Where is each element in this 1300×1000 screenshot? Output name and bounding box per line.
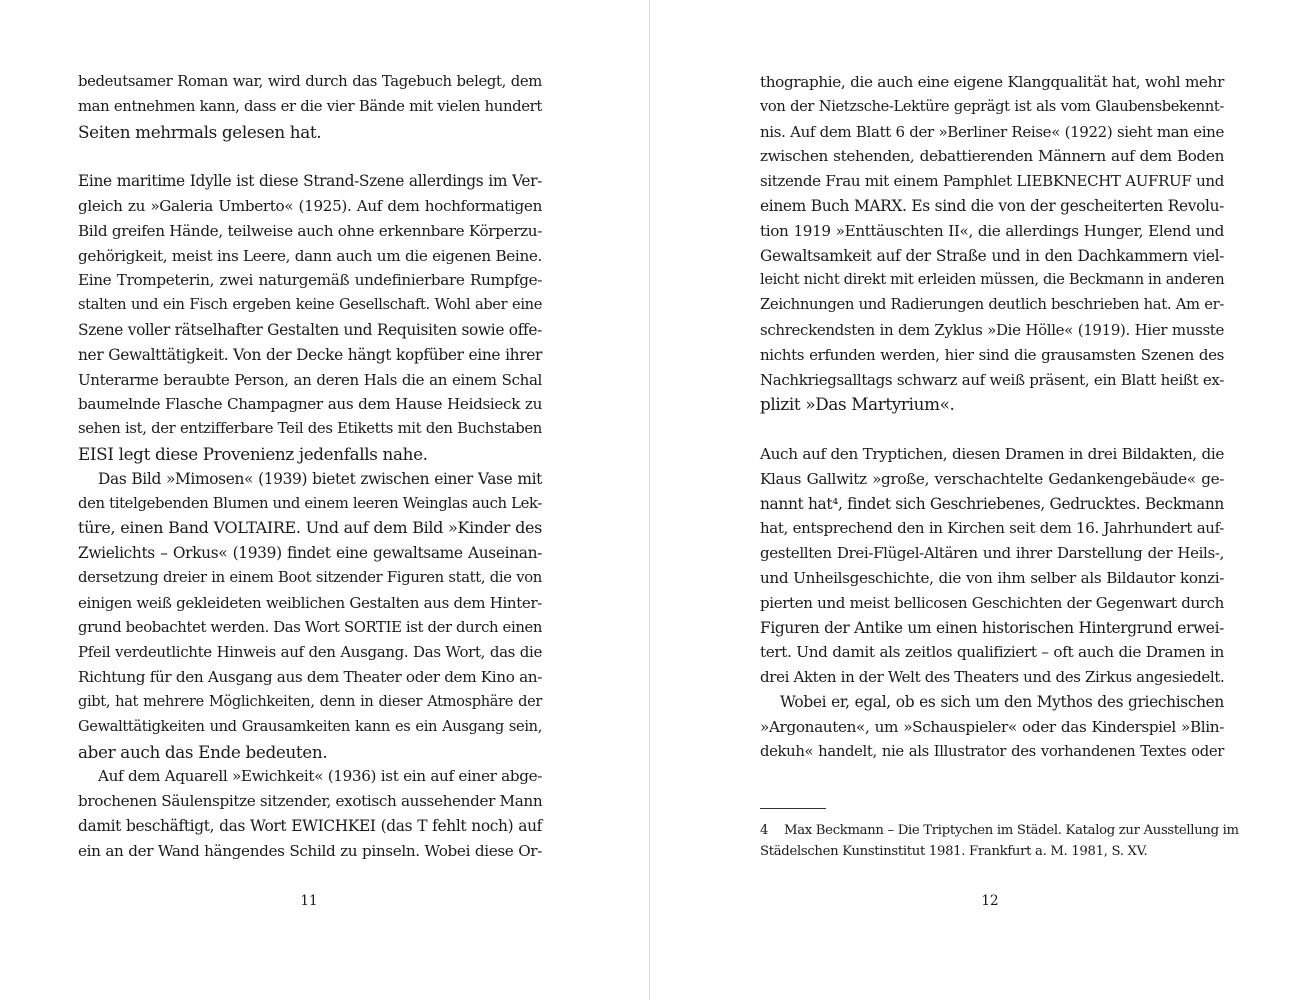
text-line: hat, entsprechend den in Kirchen seit dem 16. Jahrhundert auf- (760, 519, 1224, 538)
footnote (760, 820, 1239, 862)
text-line: Zeichnungen und Radierungen deutlich beschrieben hat. Am er- (760, 296, 1224, 314)
text-line: plizit »Das Martyrium«. (760, 394, 955, 415)
text-line: Richtung für den Ausgang aus dem Theater oder dem Kino an- (78, 668, 542, 687)
text-line: gleich zu »Galeria Umberto« (1925). Auf dem hochformatigen (78, 196, 542, 215)
footnote-rule (760, 808, 826, 809)
text-line: Unterarme beraubte Person, an deren Hals die an einem Schal (78, 370, 542, 389)
text-line: Das Bild »Mimosen« (1939) bietet zwischen einer Vase mit (98, 469, 542, 488)
text-line: EISI legt diese Provenienz jedenfalls nahe. (78, 443, 428, 464)
text-line: einigen weiß gekleideten weiblichen Gestalten aus dem Hinter- (78, 593, 542, 612)
text-line: ein an der Wand hängendes Schild zu pinseln. Wobei diese Or- (78, 841, 542, 860)
section-break (78, 144, 542, 169)
text-line: tert. Und damit als zeitlos qualifiziert – oft auch die Dramen in (760, 643, 1224, 662)
text-line: brochenen Säulenspitze sitzender, exotisch aussehender Mann (78, 792, 543, 811)
text-line: schreckendsten in dem Zyklus »Die Hölle« (1919). Hier musste (760, 320, 1224, 339)
text-line: gehörigkeit, meist ins Leere, dann auch um die eigenen Beine. (78, 246, 542, 265)
text-line: Seiten mehrmals gelesen hat. (78, 121, 322, 142)
text-line: Figuren der Antike um einen historischen Hintergrund erwei- (760, 618, 1224, 637)
text-line: Wobei er, egal, ob es sich um den Mythos des griechischen (780, 692, 1224, 711)
text-line: man entnehmen kann, dass er die vier Bände mit vielen hundert (78, 97, 542, 115)
text-line: gibt, hat mehrere Möglichkeiten, denn in dieser Atmosphäre der (78, 692, 542, 710)
text-line: Auch auf den Tryptichen, diesen Dramen in drei Bildakten, die (760, 444, 1224, 463)
left-page-text (78, 70, 542, 864)
text-line: einem Buch MARX. Es sind die von der gescheiterten Revolu- (760, 196, 1224, 215)
text-line: nannt hat⁴, findet sich Geschriebenes, Gedrucktes. Beckmann (760, 494, 1224, 513)
text-line: Zwielichts – Orkus« (1939) findet eine gewaltsame Auseinan- (78, 544, 542, 563)
text-line: Szene voller rätselhafter Gestalten und Requisiten sowie offe- (78, 320, 542, 339)
text-line: türe, einen Band VOLTAIRE. Und auf dem Bild »Kinder des (78, 518, 542, 538)
text-line: baumelnde Flasche Champagner aus dem Hause Heidsieck zu (78, 395, 542, 414)
text-line: Klaus Gallwitz »große, verschachtelte Gedankengebäude« ge- (760, 469, 1224, 488)
text-line: Pfeil verdeutlichte Hinweis auf den Ausgang. Das Wort, das die (78, 643, 542, 662)
text-line: dersetzung dreier in einem Boot sitzender Figuren statt, die von (78, 568, 542, 586)
text-line: thographie, die auch eine eigene Klangqualität hat, wohl mehr (760, 73, 1224, 91)
text-line: nis. Auf dem Blatt 6 der »Berliner Reise« (1922) sieht man eine (760, 122, 1224, 141)
text-line: pierten und meist bellicosen Geschichten der Gegenwart durch (760, 593, 1224, 612)
text-line: damit beschäftigt, das Wort EWICHKEI (das T fehlt noch) auf (78, 816, 542, 835)
text-line: tion 1919 »Enttäuschten II«, die allerdings Hunger, Elend und (760, 221, 1224, 240)
text-line: nichts erfunden werden, hier sind die grausamsten Szenen des (760, 345, 1224, 364)
page-number-right: 12 (981, 893, 999, 909)
text-line: leicht nicht direkt mit erleiden müssen, die Beckmann in anderen (760, 271, 1225, 289)
text-line: drei Akten in der Welt des Theaters und des Zirkus angesiedelt. (760, 668, 1225, 687)
text-line: sitzende Frau mit einem Pamphlet LIEBKNECHT AUFRUF und (760, 172, 1224, 191)
text-line: zwischen stehenden, debattierenden Männern auf dem Boden (760, 147, 1224, 166)
page-gutter (649, 0, 650, 1000)
text-line: grund beobachtet werden. Das Wort SORTIE ist der durch einen (78, 618, 543, 636)
section-break (760, 417, 1224, 442)
text-line: Auf dem Aquarell »Ewichkeit« (1936) ist ein auf einer abge- (98, 767, 542, 786)
text-line: sehen ist, der entzifferbare Teil des Etiketts mit den Buchstaben (78, 420, 542, 438)
text-line: Nachkriegsalltags schwarz auf weiß präsent, ein Blatt heißt ex- (760, 370, 1224, 389)
text-line: »Argonauten«, um »Schauspieler« oder das Kinderspiel »Blin- (760, 717, 1224, 736)
text-line: gestellten Drei-Flügel-Altären und ihrer Darstellung der Heils-, (760, 544, 1224, 563)
text-line: ner Gewalttätigkeit. Von der Decke hängt kopfüber eine ihrer (78, 345, 542, 364)
text-line: Bild greifen Hände, teilweise auch ohne erkennbare Körperzu- (78, 221, 542, 240)
text-line: Gewalttätigkeiten und Grausamkeiten kann es ein Ausgang sein, (78, 717, 542, 735)
text-line: Eine Trompeterin, zwei naturgemäß undefinierbare Rumpfge- (78, 271, 542, 290)
footnote-line: Städelschen Kunstinstitut 1981. Frankfurt a. M. 1981, S. XV. (760, 844, 1148, 859)
page-number-left: 11 (300, 893, 318, 909)
text-line: Gewaltsamkeit auf der Straße und in den Dachkammern viel- (760, 246, 1224, 265)
footnote-line (760, 820, 1239, 841)
text-line: bedeutsamer Roman war, wird durch das Tagebuch belegt, dem (78, 73, 542, 90)
text-line: von der Nietzsche-Lektüre geprägt ist als vom Glaubensbekennt- (760, 97, 1224, 115)
text-line: Eine maritime Idylle ist diese Strand-Szene allerdings im Ver- (78, 172, 542, 191)
right-page-text (760, 70, 1224, 764)
text-line: stalten und ein Fisch ergeben keine Gesellschaft. Wohl aber eine (78, 296, 542, 314)
text-line: dekuh« handelt, nie als Illustrator des vorhandenen Textes oder (760, 742, 1224, 760)
text-line: den titelgebenden Blumen und einem leeren Weinglas auch Lek- (78, 494, 542, 512)
text-line: aber auch das Ende bedeuten. (78, 741, 328, 762)
text-line: und Unheilsgeschichte, die von ihm selber als Bildautor konzi- (760, 568, 1224, 587)
footnote-number: 4 (760, 823, 769, 838)
footnote-text: Max Beckmann – Die Triptychen im Städel. Katalog zur Ausstellung im (784, 823, 1239, 838)
